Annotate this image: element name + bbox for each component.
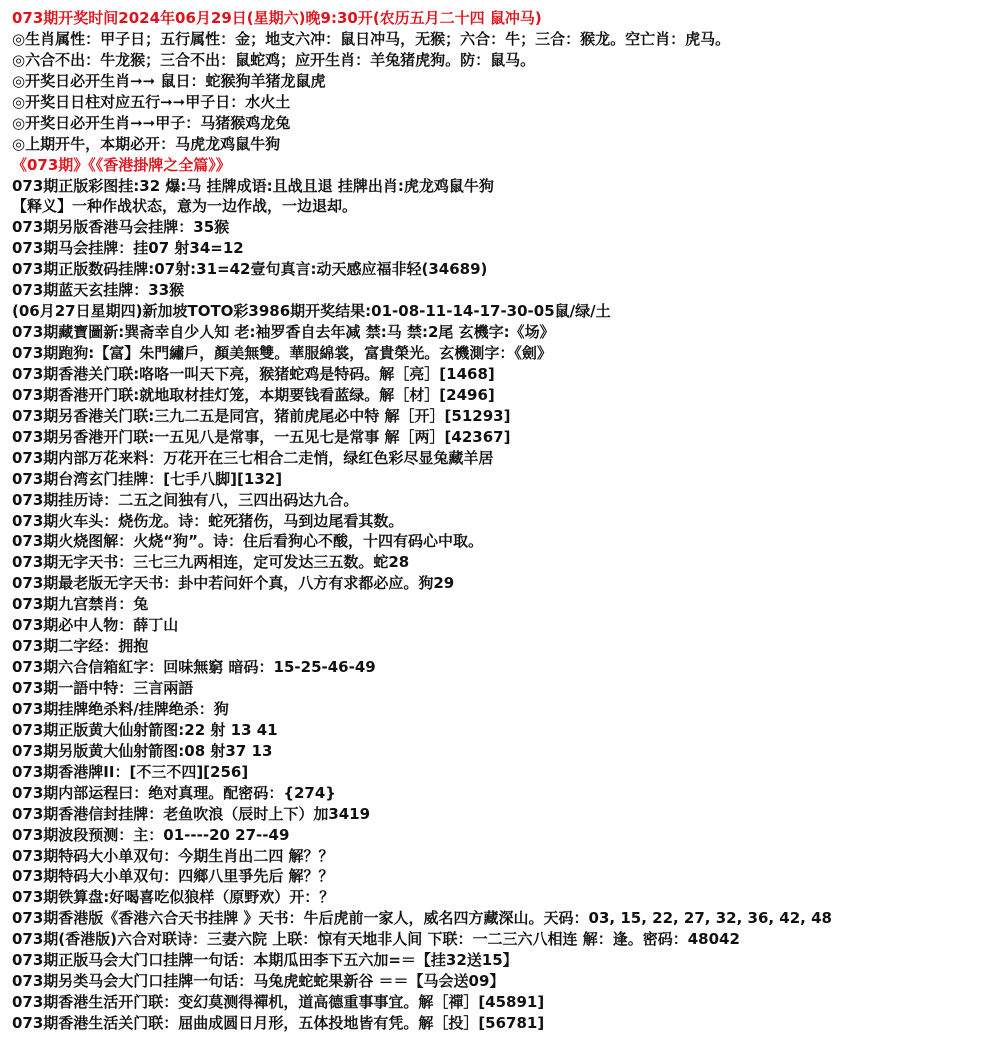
text-line: 【释义】一种作战状态，意为一边作战，一边退却。 [12, 197, 358, 216]
text-line: 073期香港生活开门联：变幻莫测得禪机，道高德重事事宜。解［禪］[45891] [12, 993, 545, 1012]
text-line: 073期挂牌绝杀料/挂牌绝杀：狗 [12, 699, 229, 718]
text-line: 073期马会挂牌：挂07 射34=12 [12, 239, 244, 258]
text-line: 073期另类马会大门口挂牌一句话：马兔虎蛇蛇果新谷 ＝＝【马会送09】 [12, 972, 505, 991]
text-line: 073期另香港关门联:三九二五是同宫，猪前虎尾必中特 解［开］[51293] [12, 406, 511, 425]
text-line: 073期台湾玄门挂牌：[七手八脚][132] [12, 469, 283, 488]
text-line: ◎开奖日日柱对应五行➞➞甲子日：水火土 [12, 92, 291, 111]
text-line: 073期特码大小单双句：今期生肖出二四 解？？ [12, 846, 334, 865]
text-line: ◎六合不出：牛龙猴；三合不出：鼠蛇鸡；应开生肖：羊兔猪虎狗。防：鼠马。 [12, 50, 536, 69]
text-line: 073期一語中特：三言兩語 [12, 679, 194, 697]
text-line: 073期二字经：拥抱 [12, 637, 149, 656]
text-line: 073期(香港版)六合对联诗：三妻六院 上联：惊有天地非人间 下联：一二三六八相连 解：逢。密码：48042 [12, 930, 740, 949]
text-line: 073期香港生活关门联：屈曲成圆日月形，五体投地皆有凭。解［投］[56781] [12, 1014, 545, 1032]
text-line: 073期正版数码挂牌:07射:31=42壹句真言:动天感应福非轻(34689) [12, 260, 488, 279]
text-line: ◎生肖属性：甲子日；五行属性：金；地支六冲：鼠日冲马，无猴；六合：牛；三合：猴龙。空亡肖：虎马。 [12, 29, 731, 48]
text-line: 073期火车头：烧伤龙。诗：蛇死猪伤，马到边尾看其数。 [12, 511, 404, 530]
text-line: 073期蓝天玄挂牌：33猴 [12, 281, 185, 300]
text-line: 073期必中人物：薛丁山 [12, 616, 179, 635]
text-line: 073期波段预测：主：01----20 27--49 [12, 825, 290, 844]
text-line: 073期另版香港马会挂牌：35猴 [12, 218, 230, 237]
text-line: 073期无字天书：三七三九两相连，定可发达三五数。蛇28 [12, 553, 410, 572]
text-line: ◎上期开牛，本期必开：马虎龙鸡鼠牛狗 [12, 134, 281, 153]
text-line: 073期正版马会大门口挂牌一句话：本期瓜田李下五六加=＝【挂32送15】 [12, 951, 518, 970]
text-line: 073期另版黄大仙射箭图:08 射37 13 [12, 741, 273, 760]
text-line: 073期挂历诗：二五之间独有八，三四出码达九合。 [12, 490, 359, 509]
text-line: 073期火烧图解：火烧“狗”。诗：住后看狗心不酸，十四有码心中取。 [12, 532, 484, 551]
text-line: 073期香港版《香港六合天书挂牌 》天书：牛后虎前一家人，威名四方藏深山。天码：03, 15, 22, 27, 32, 36, 42, 48 [12, 909, 832, 928]
text-line: 073期藏寶圖新:巽斋幸自少人知 老:袖罗香自去年减 禁:马 禁:2尾 玄機字:《场》 [12, 323, 555, 342]
text-line: 073期内部万花来料：万花开在三七相合二走悄，绿红色彩尽显兔藏羊居 [12, 448, 494, 467]
text-line: 073期正版彩图挂:32 爆:马 挂牌成语:且战且退 挂牌出肖:虎龙鸡鼠牛狗 [12, 176, 494, 195]
text-line: 073期九宫禁肖：兔 [12, 595, 149, 614]
text-line: 073期六合信箱紅字：回味無窮 暗码：15-25-46-49 [12, 658, 376, 677]
text-line: 073期香港开门联:就地取材挂灯笼，本期要钱看蓝绿。解［材］[2496] [12, 385, 495, 404]
text-line: 073期最老版无字天书：卦中若问奸个真，八方有求都必应。狗29 [12, 574, 455, 593]
text-line: 073期内部运程曰：绝对真理。配密码：{274} [12, 783, 336, 802]
text-line: 073期铁算盘:好喝喜吃似狼样（原野欢）开：？ [12, 888, 335, 907]
text-line: 073期香港牌II：[不三不四][256] [12, 762, 249, 781]
text-line: 073期正版黄大仙射箭图:22 射 13 41 [12, 720, 278, 739]
text-line: 073期另香港开门联:一五见八是常事，一五见七是常事 解［两］[42367] [12, 427, 511, 446]
text-line: 073期香港信封挂牌：老鱼吹浪（辰时上下）加3419 [12, 804, 371, 823]
forecast-document [12, 8, 997, 1034]
text-line: ◎开奖日必开生肖➞➞ 鼠日：蛇猴狗羊猪龙鼠虎 [12, 71, 326, 90]
heading-line: 073期开奖时间2024年06月29日(星期六)晚9:30开(农历五月二十四 鼠冲马) [12, 9, 542, 27]
text-line: 073期特码大小单双句：四鄉八里爭先后 解？？ [12, 867, 334, 886]
heading-line: 《073期》《《香港掛牌之全篇》》 [12, 155, 231, 174]
text-line: 073期跑狗:【富】朱門繡戶，顏美無雙。華服綿裳，富貴榮光。玄機測字：《劍》 [12, 344, 552, 362]
text-line: ◎开奖日必开生肖➞➞甲子：马猪猴鸡龙兔 [12, 113, 291, 132]
text-line: 073期香港关门联:咯咯一叫天下亮，猴猪蛇鸡是特码。解［亮］[1468] [12, 364, 495, 383]
text-line: (06月27日星期四)新加坡TOTO彩3986期开奖结果:01-08-11-14-17-30-05鼠/绿/土 [12, 302, 611, 321]
